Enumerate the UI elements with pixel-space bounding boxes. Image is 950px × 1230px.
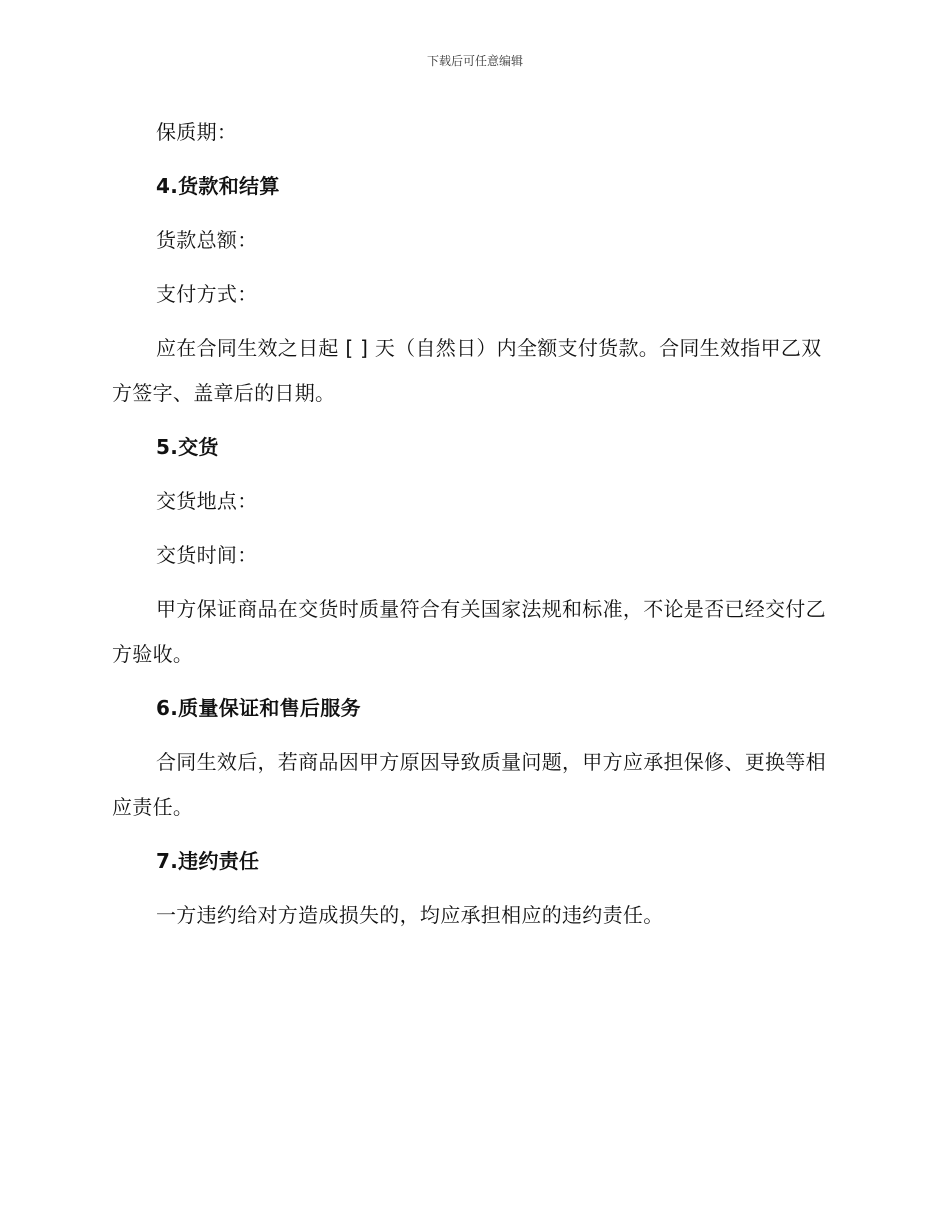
paragraph-payment-terms: 应在合同生效之日起 [ ] 天（自然日）内全额支付货款。合同生效指甲乙双方签字、盖章后的日期。 xyxy=(112,336,822,405)
section-heading-warranty: 6.质量保证和售后服务 xyxy=(156,696,361,720)
paragraph-breach: 一方违约给对方造成损失的，均应承担相应的违约责任。 xyxy=(156,903,664,927)
page-header: 下载后可任意编辑 xyxy=(426,54,523,68)
paragraph-warranty: 合同生效后，若商品因甲方原因导致质量问题，甲方应承担保修、更换等相应责任。 xyxy=(112,750,826,819)
field-payment-method: 支付方式： xyxy=(156,282,258,306)
paragraph-delivery-quality: 甲方保证商品在交货时质量符合有关国家法规和标准，不论是否已经交付乙方验收。 xyxy=(112,597,826,666)
field-delivery-time: 交货时间： xyxy=(156,543,258,567)
section-heading-delivery: 5.交货 xyxy=(156,435,219,459)
document-body xyxy=(112,110,832,947)
field-total-amount: 货款总额： xyxy=(156,228,258,252)
section-heading-payment: 4.货款和结算 xyxy=(156,174,280,198)
section-heading-breach: 7.违约责任 xyxy=(156,849,260,873)
field-shelf-life: 保质期： xyxy=(156,120,238,144)
field-delivery-location: 交货地点： xyxy=(156,489,258,513)
